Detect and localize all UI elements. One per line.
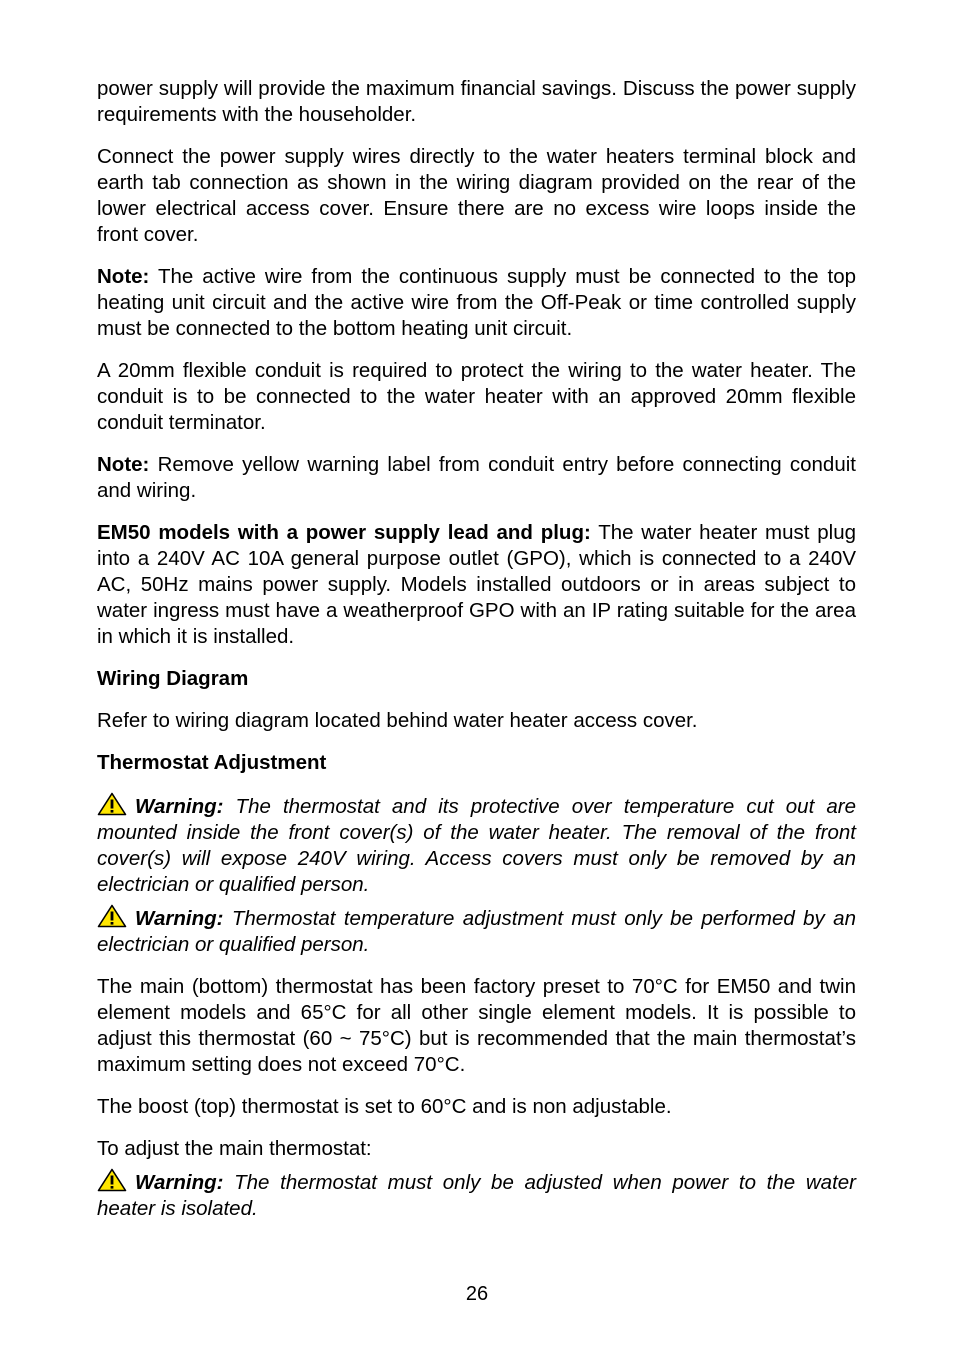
- paragraph-connect-wires: Connect the power supply wires directly to the water heaters terminal block and earth tab connection as shown in the wiring diagram provided on the rear of the lower electrical access cover. Ensure there are no excess wire loops inside the front cover.: [97, 145, 856, 246]
- paragraph-wiring-ref: Refer to wiring diagram located behind water heater access cover.: [97, 709, 698, 732]
- warning-label: Warning:: [135, 795, 224, 818]
- warning-front-cover: [97, 792, 856, 898]
- paragraph-conduit: A 20mm flexible conduit is required to protect the wiring to the water heater. The conduit is to be connected to the water heater with an approved 20mm flexible conduit terminator.: [97, 359, 856, 434]
- warning-label: Warning:: [135, 907, 224, 930]
- paragraph-adjust-intro: To adjust the main thermostat:: [97, 1137, 372, 1160]
- em50-text: The water heater must plug into a 240V AC 10A general purpose outlet (GPO), which is connected to a 240V AC, 50Hz mains power supply. Models installed outdoors or in areas subject to water ingress must have a weatherproof GPO with an IP rating suitable for the area in which it is installed.: [97, 521, 856, 648]
- note-text: Remove yellow warning label from conduit entry before connecting conduit and wiring.: [97, 453, 856, 502]
- paragraph-note-active-wire: [97, 264, 856, 342]
- warning-text: The thermostat and its protective over temperature cut out are mounted inside the front cover(s) of the water heater. The removal of the front cover(s) will expose 240V wiring. Access covers must only be removed by an electrician or qualified person.: [97, 795, 856, 896]
- em50-label: EM50 models with a power supply lead and plug:: [97, 521, 591, 544]
- document-body: [97, 76, 856, 1222]
- warning-triangle-icon: [97, 792, 127, 816]
- paragraph-note-yellow-label: [97, 452, 856, 504]
- warning-power-isolated: [97, 1168, 856, 1222]
- warning-text: The thermostat must only be adjusted when power to the water heater is isolated.: [97, 1171, 856, 1220]
- page-number: 26: [465, 1283, 489, 1305]
- paragraph-main-thermostat: The main (bottom) thermostat has been factory preset to 70°C for EM50 and twin element models and 65°C for all other single element models. It is possible to adjust this thermostat (60 ~ 75°C) but is recommended that the main thermostat’s maximum setting does not exceed 70°C.: [97, 975, 856, 1076]
- paragraph-power-savings: power supply will provide the maximum financial savings. Discuss the power supply requirements with the householder.: [97, 77, 856, 126]
- paragraph-boost-thermostat: The boost (top) thermostat is set to 60°C and is non adjustable.: [97, 1095, 672, 1118]
- heading-wiring-diagram: Wiring Diagram: [97, 667, 249, 690]
- paragraph-em50-models: [97, 520, 856, 650]
- warning-text: Thermostat temperature adjustment must only be performed by an electrician or qualified person.: [97, 907, 856, 956]
- note-text: The active wire from the continuous supply must be connected to the top heating unit circuit and the active wire from the Off-Peak or time controlled supply must be connected to the bottom heating unit circuit.: [97, 265, 856, 340]
- warning-triangle-icon: [97, 904, 127, 928]
- warning-label: Warning:: [135, 1171, 224, 1194]
- heading-thermostat-adjustment: Thermostat Adjustment: [97, 751, 327, 774]
- note-label: Note:: [97, 265, 150, 288]
- warning-triangle-icon: [97, 1168, 127, 1192]
- note-label: Note:: [97, 453, 150, 476]
- warning-electrician-only: [97, 904, 856, 958]
